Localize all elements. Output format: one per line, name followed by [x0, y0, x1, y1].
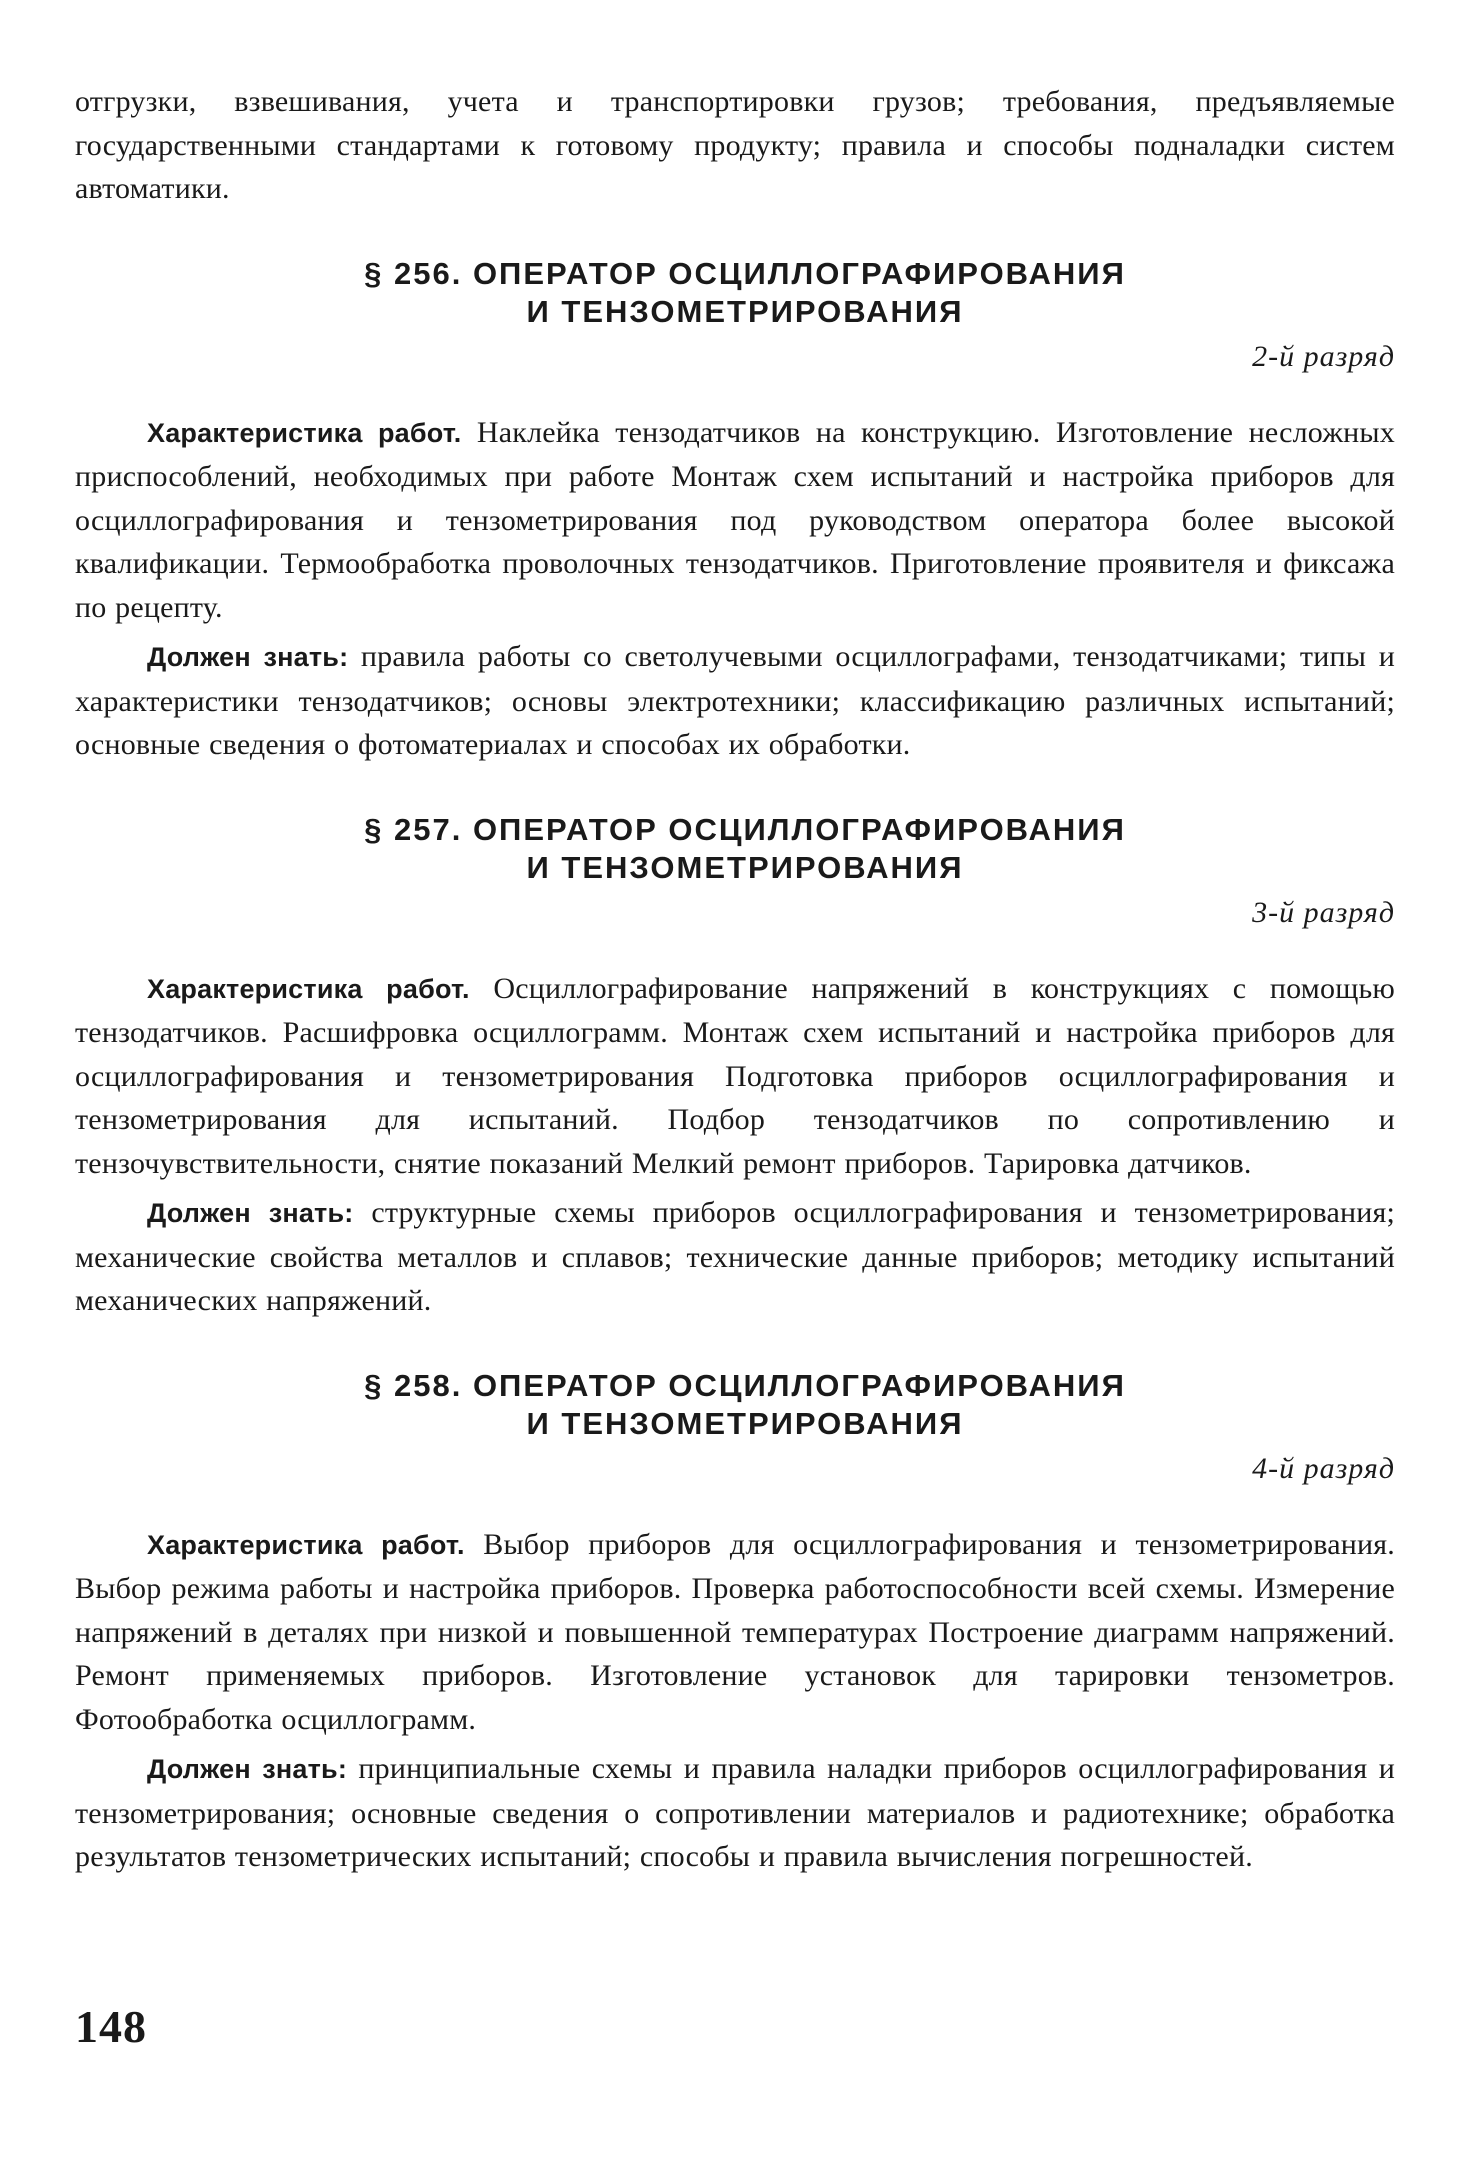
work-characteristics-label: Характеристика работ.	[147, 417, 462, 448]
section-title	[75, 811, 1395, 887]
required-knowledge-label: Должен знать:	[147, 1198, 354, 1228]
section-title-line2: И ТЕНЗОМЕТРИРОВАНИЯ	[526, 849, 964, 885]
required-knowledge-text: правила работы со светолучевыми осциллографами, тензодатчиками; типы и характеристики тензодатчиков; основы электротехники; классификацию различных испытаний; основные сведения о фотоматериалах и способах их обработки.	[75, 640, 1395, 761]
required-knowledge-label: Должен знать:	[147, 1754, 348, 1784]
page-body	[75, 80, 1395, 1879]
required-knowledge-label: Должен знать:	[147, 642, 349, 672]
section-title-line1: § 258. ОПЕРАТОР ОСЦИЛЛОГРАФИРОВАНИЯ	[364, 1367, 1126, 1403]
work-characteristics-paragraph	[75, 1523, 1395, 1742]
work-characteristics-text: Осциллографирование напряжений в конструкциях с помощью тензодатчиков. Расшифровка осциллограмм. Монтаж схем испытаний и настройка приборов для осциллографирования и тензометрирования Подготовка приборов осциллографирования и тензометрирования для испытаний. Подбор тензодатчиков по сопротивлению и тензочувствительности, снятие показаний Мелкий ремонт приборов. Тарировка датчиков.	[75, 971, 1395, 1180]
grade-label: 4-й разряд	[1252, 1451, 1395, 1485]
section-258	[75, 1367, 1395, 1879]
section-title-line1: § 257. ОПЕРАТОР ОСЦИЛЛОГРАФИРОВАНИЯ	[364, 811, 1126, 847]
section-title-line2: И ТЕНЗОМЕТРИРОВАНИЯ	[526, 293, 964, 329]
section-256	[75, 255, 1395, 767]
required-knowledge-text: принципиальные схемы и правила наладки приборов осциллографирования и тензометрирования; основные сведения о сопротивлении материалов и радиотехнике; обработка результатов тензометрических испытаний; способы и правила вычисления погрешностей.	[75, 1752, 1395, 1873]
intro-paragraph: отгрузки, взвешивания, учета и транспортировки грузов; требования, предъявляемые государственными стандартами к готовому продукту; правила и способы подналадки систем автоматики.	[75, 85, 1395, 205]
section-title	[75, 255, 1395, 331]
required-knowledge-paragraph	[75, 1747, 1395, 1879]
page-number: 148	[75, 2001, 147, 2052]
grade-label: 3-й разряд	[1252, 895, 1395, 929]
work-characteristics-paragraph	[75, 411, 1395, 630]
work-characteristics-text: Выбор приборов для осциллографирования и тензометрирования. Выбор режима работы и настройка приборов. Проверка работоспособности всей схемы. Измерение напряжений в деталях при низкой и повышенной температурах Построение диаграмм напряжений. Ремонт применяемых приборов. Изготовление установок для тарировки тензометров. Фотообработка осциллограмм.	[75, 1527, 1396, 1736]
required-knowledge-text: структурные схемы приборов осциллографирования и тензометрирования; механические свойства металлов и сплавов; технические данные приборов; методику испытаний механических напряжений.	[75, 1196, 1395, 1317]
section-title-line1: § 256. ОПЕРАТОР ОСЦИЛЛОГРАФИРОВАНИЯ	[364, 255, 1126, 291]
section-title	[75, 1367, 1395, 1443]
work-characteristics-label: Характеристика работ.	[147, 1529, 465, 1560]
work-characteristics-text: Наклейка тензодатчиков на конструкцию. Изготовление несложных приспособлений, необходимых при работе Монтаж схем испытаний и настройка приборов для осциллографирования и тензометрирования под руководством оператора более высокой квалификации. Термообработка проволочных тензодатчиков. Приготовление проявителя и фиксажа по рецепту.	[75, 415, 1395, 624]
work-characteristics-label: Характеристика работ.	[147, 973, 470, 1004]
required-knowledge-paragraph	[75, 635, 1395, 767]
grade-label: 2-й разряд	[1252, 339, 1395, 373]
required-knowledge-paragraph	[75, 1191, 1395, 1323]
section-title-line2: И ТЕНЗОМЕТРИРОВАНИЯ	[526, 1405, 964, 1441]
work-characteristics-paragraph	[75, 967, 1395, 1186]
section-257	[75, 811, 1395, 1323]
